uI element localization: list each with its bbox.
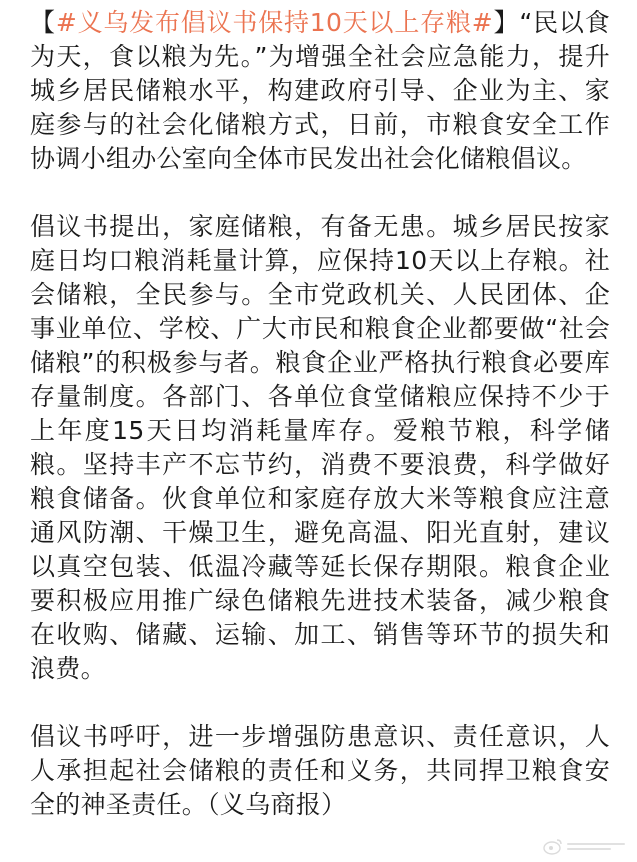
- weibo-watermark-icon: [539, 836, 629, 858]
- topic-hashtag-link[interactable]: #义乌发布倡议书保持10天以上存粮#: [55, 8, 493, 37]
- post-paragraph-3: 倡议书呼吁，进一步增强防患意识、责任意识，人人承担起社会储粮的责任和义务，共同捍卫粮食安全的神圣责任。（义乌商报）: [30, 722, 610, 819]
- topic-bracket-open: 【: [30, 8, 56, 37]
- post-body: [30, 6, 610, 822]
- topic-bracket-close: 】: [493, 8, 520, 37]
- post-paragraph-2: 倡议书提出，家庭储粮，有备无患。城乡居民按家庭日均口粮消耗量计算，应保持10天以上存粮。社会储粮，全民参与。全市党政机关、人民团体、企事业单位、学校、广大市民和粮食企业都要做“社会储粮”的积极参与者。粮食企业严格执行粮食必要库存量制度。各部门、各单位食堂储粮应保持不少于上年度15天日均消耗量库存。爱粮节粮，科学储粮。坚持丰产不忘节约，消费不要浪费，科学做好粮食储备。伙食单位和家庭存放大米等粮食应注意通风防潮、干燥卫生，避免高温、阳光直射，建议以真空包装、低温冷藏等延长保存期限。粮食企业要积极应用推广绿色储粮先进技术装备，减少粮食在收购、储藏、运输、加工、销售等环节的损失和浪费。: [30, 212, 610, 683]
- post-paragraph-1: [30, 6, 610, 176]
- post-paragraph-1-text: “民以食为天，食以粮为先。”为增强全社会应急能力，提升城乡居民储粮水平，构建政府引导、企业为主、家庭参与的社会化储粮方式，日前，市粮食安全工作协调小组办公室向全体市民发出社会化储粮倡议。: [30, 8, 610, 173]
